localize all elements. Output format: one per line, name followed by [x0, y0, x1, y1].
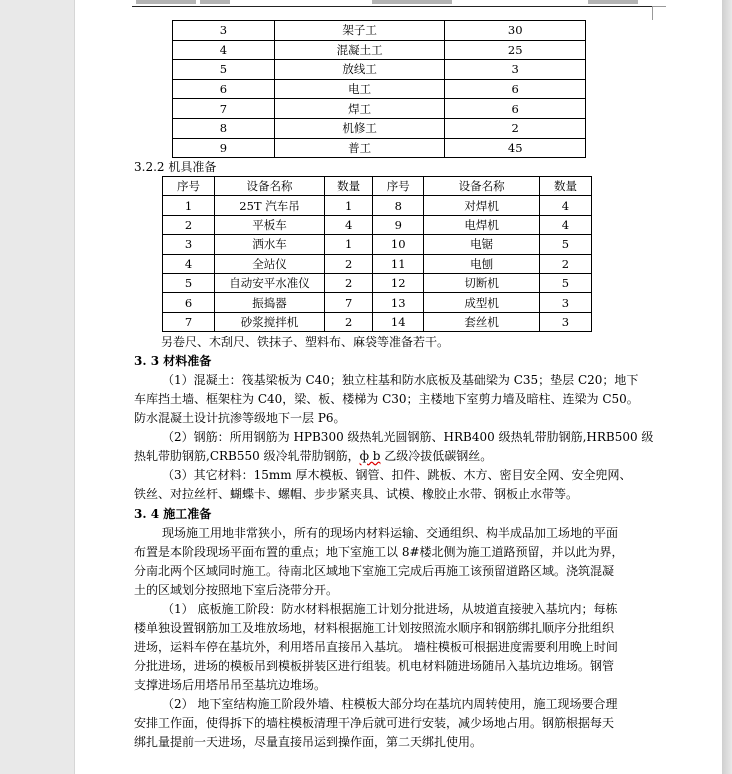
table-cell: 2	[445, 118, 586, 138]
table-row	[173, 40, 586, 60]
table-cell: 电刨	[424, 254, 540, 273]
table-row	[163, 312, 592, 331]
table-cell: 1	[163, 196, 215, 215]
column-header: 数量	[539, 177, 591, 196]
table-cell: 套丝机	[424, 312, 540, 331]
paragraph-line: （1）混凝土：筏基梁板为 C40；独立柱基和防水底板及基础梁为 C35；垫层 C20；地下	[162, 373, 639, 387]
table-cell: 4	[325, 215, 373, 234]
table-cell: 3	[173, 21, 275, 41]
table-cell: 5	[539, 273, 591, 292]
table-cell: 3	[539, 312, 591, 331]
table-header-row	[163, 177, 592, 196]
steel-wire-symbol: ф b	[359, 449, 381, 463]
table-cell: 12	[373, 273, 424, 292]
paragraph-line	[134, 447, 492, 465]
equipment-note: 另卷尺、木刮尺、铁抹子、塑料布、麻袋等准备若干。	[161, 335, 450, 349]
table-cell: 砂浆搅拌机	[215, 312, 325, 331]
table-cell: 5	[163, 273, 215, 292]
table-cell: 13	[373, 293, 424, 312]
table-cell: 4	[539, 215, 591, 234]
column-header: 数量	[325, 177, 373, 196]
equipment-table	[162, 176, 592, 332]
table-cell: 2	[163, 215, 215, 234]
header-cutoff-text	[136, 0, 196, 4]
table-row	[163, 293, 592, 312]
table-cell: 1	[325, 196, 373, 215]
paragraph-line: 铁丝、对拉丝杆、蝴蝶卡、螺帽、步步紧夹具、试模、橡胶止水带、钢板止水带等。	[134, 487, 579, 501]
table-cell: 3	[163, 235, 215, 254]
table-cell: 2	[325, 254, 373, 273]
column-header: 序号	[373, 177, 424, 196]
paragraph-text: 乙级冷拔低碳钢丝。	[380, 449, 493, 463]
paragraph-line: 车库挡土墙、框架柱为 C40，梁、板、楼梯为 C30；主楼地下室剪力墙及暗柱、连梁为 C50。	[134, 392, 639, 406]
table-cell: 振捣器	[215, 293, 325, 312]
paragraph-line: 进场，运料车停在基坑外，利用塔吊直接吊入基坑。 墙柱模板可根据进度需要利用晚上时间	[134, 640, 618, 654]
paragraph-line: 现场施工用地非常狭小，所有的现场内材料运输、交通组织、构半成品加工场地的平面	[162, 526, 619, 540]
paragraph-line: （1） 底板施工阶段：防水材料根据施工计划分批进场，从坡道直接驶入基坑内；每栋	[162, 602, 618, 616]
labor-table	[172, 20, 586, 158]
table-row	[173, 138, 586, 158]
table-cell: 4	[163, 254, 215, 273]
paragraph-line: 土的区域划分按照地下室后浇带分开。	[134, 583, 339, 597]
column-header: 序号	[163, 177, 215, 196]
table-row	[173, 79, 586, 99]
paragraph-line: （3）其它材料：15mm 厚木模板、钢管、扣件、跳板、木方、密目安全网、安全兜网、	[162, 468, 632, 482]
table-cell: 6	[445, 79, 586, 99]
paragraph-line: 分南北两个区域同时施工。待南北区域地下室施工完成后再施工该预留道路区域。浇筑混凝	[134, 564, 615, 578]
section-3-2-2-title: 3.2.2 机具准备	[134, 160, 217, 174]
paragraph-line: 绑扎量提前一天进场，尽量直接吊运到操作面，第二天绑扎使用。	[134, 735, 483, 749]
page-shadow	[722, 0, 732, 774]
table-cell: 焊工	[274, 99, 445, 119]
header-cutoff-text	[588, 0, 638, 4]
margin-corner-mark	[652, 6, 653, 20]
section-3-3-title: 3. 3 材料准备	[134, 354, 212, 368]
table-cell: 架子工	[274, 21, 445, 41]
table-cell: 平板车	[215, 215, 325, 234]
table-cell: 放线工	[274, 60, 445, 80]
table-cell: 切断机	[424, 273, 540, 292]
table-cell: 9	[373, 215, 424, 234]
paragraph-line: 防水混凝土设计抗渗等级地下一层 P6。	[134, 411, 346, 425]
table-row	[173, 99, 586, 119]
table-cell: 11	[373, 254, 424, 273]
table-cell: 6	[173, 79, 275, 99]
table-cell: 45	[445, 138, 586, 158]
header-cutoff-text	[372, 0, 452, 4]
table-cell: 4	[539, 196, 591, 215]
table-cell: 4	[173, 40, 275, 60]
table-cell: 混凝土工	[274, 40, 445, 60]
column-header: 设备名称	[424, 177, 540, 196]
table-cell: 3	[539, 293, 591, 312]
table-cell: 6	[163, 293, 215, 312]
table-cell: 8	[173, 118, 275, 138]
table-cell: 7	[325, 293, 373, 312]
table-cell: 电锯	[424, 235, 540, 254]
table-cell: 2	[539, 254, 591, 273]
table-cell: 3	[445, 60, 586, 80]
table-row	[163, 235, 592, 254]
table-cell: 1	[325, 235, 373, 254]
paragraph-line: 布置是本阶段现场平面布置的重点；地下室施工以 8#楼北侧为施工道路预留，并以此为界，	[134, 545, 624, 559]
table-cell: 9	[173, 138, 275, 158]
paragraph-line: 支撑进场后用塔吊吊至基坑边堆场。	[134, 678, 327, 692]
section-3-4-title: 3. 4 施工准备	[134, 507, 212, 521]
table-cell: 8	[373, 196, 424, 215]
table-cell: 25	[445, 40, 586, 60]
table-cell: 机修工	[274, 118, 445, 138]
paragraph-line: 分批进场，进场的模板吊到模板拼装区进行组装。机电材料随进场随吊入基坑边堆场。钢管	[134, 659, 615, 673]
table-row	[173, 118, 586, 138]
table-cell: 30	[445, 21, 586, 41]
table-cell: 普工	[274, 138, 445, 158]
table-cell: 7	[163, 312, 215, 331]
table-cell: 2	[325, 273, 373, 292]
table-cell: 10	[373, 235, 424, 254]
table-row	[163, 254, 592, 273]
table-row	[163, 273, 592, 292]
paragraph-line: （2） 地下室结构施工阶段外墙、柱模板大部分均在基坑内周转使用，施工现场要合理	[162, 697, 618, 711]
table-cell: 5	[539, 235, 591, 254]
table-cell: 电焊机	[424, 215, 540, 234]
table-row	[163, 215, 592, 234]
table-cell: 6	[445, 99, 586, 119]
paragraph-line: 楼单独设置钢筋加工及堆放场地，材料根据施工计划按照流水顺序和钢筋绑扎顺序分批组织	[134, 621, 615, 635]
table-cell: 自动安平水准仪	[215, 273, 325, 292]
table-cell: 25T 汽车吊	[215, 196, 325, 215]
table-cell: 5	[173, 60, 275, 80]
paragraph-line: 安排工作面，使得拆下的墙柱模板清理干净后就可进行安装，减少场地占用。钢筋根据每天	[134, 716, 615, 730]
table-cell: 电工	[274, 79, 445, 99]
header-rule	[132, 6, 652, 7]
paragraph-text: 热轧带肋钢筋,CRB550 级冷轧带肋钢筋，	[134, 449, 360, 463]
table-cell: 对焊机	[424, 196, 540, 215]
table-cell: 洒水车	[215, 235, 325, 254]
table-row	[163, 196, 592, 215]
paragraph-line: （2）钢筋：所用钢筋为 HPB300 级热轧光圆钢筋、HRB400 级热轧带肋钢筋,HRB500 级	[162, 430, 654, 444]
margin-corner-mark	[652, 6, 666, 7]
table-row	[173, 60, 586, 80]
table-cell: 7	[173, 99, 275, 119]
table-cell: 成型机	[424, 293, 540, 312]
table-row	[173, 21, 586, 41]
column-header: 设备名称	[215, 177, 325, 196]
table-cell: 全站仪	[215, 254, 325, 273]
header-cutoff-text	[200, 0, 230, 4]
table-cell: 2	[325, 312, 373, 331]
table-cell: 14	[373, 312, 424, 331]
